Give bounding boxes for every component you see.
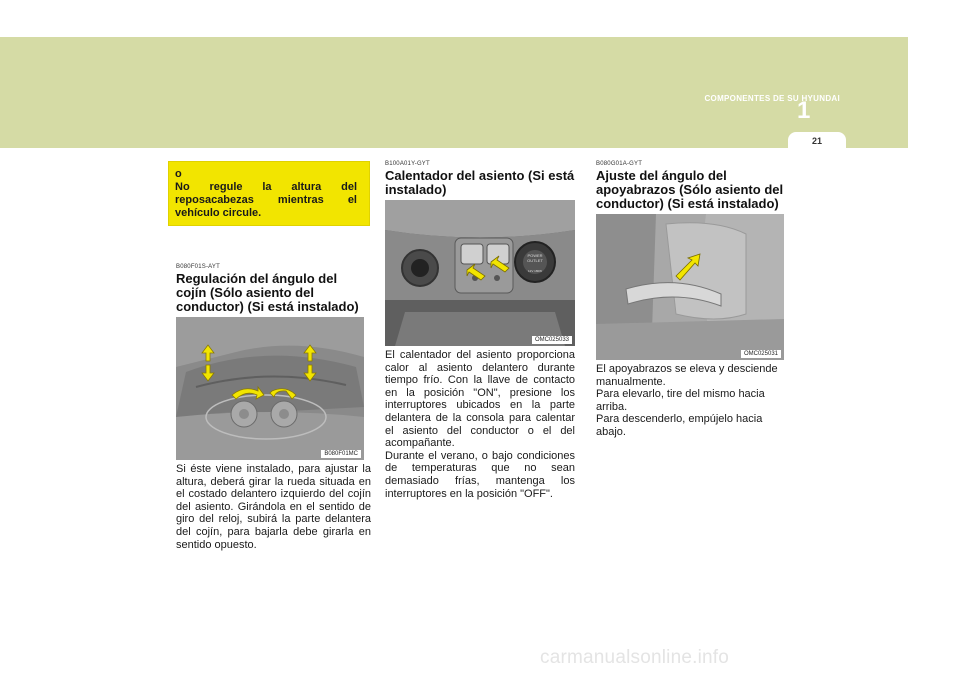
seat-heater-illustration bbox=[385, 200, 575, 346]
figure-label: OMC025031 bbox=[741, 350, 781, 358]
figure-seat-heater bbox=[385, 200, 575, 346]
warning-bullet: o bbox=[175, 168, 182, 180]
body-paragraph: Para descenderlo, empújelo hacia abajo. bbox=[596, 413, 763, 438]
seat-cushion-illustration bbox=[176, 317, 364, 460]
outlet-label: OUTLET bbox=[527, 258, 543, 263]
warning-box bbox=[168, 161, 370, 226]
header-band bbox=[0, 37, 908, 148]
section-code: B080G01A-GYT bbox=[596, 161, 643, 167]
page-tab bbox=[788, 132, 846, 148]
body-paragraph: Durante el verano, o bajo condiciones de temperaturas que no sean demasiado frías, mantenga los interruptores en la posición "OFF". bbox=[385, 449, 575, 500]
section-body bbox=[385, 349, 575, 500]
figure-seat-cushion bbox=[176, 317, 364, 460]
section-code: B100A01Y-GYT bbox=[385, 161, 430, 167]
chapter-title: COMPONENTES DE SU HYUNDAI bbox=[704, 94, 840, 103]
page-number: 21 bbox=[811, 136, 822, 146]
section-title: Calentador del asiento (Si está instalado) bbox=[385, 168, 575, 197]
section-body bbox=[176, 463, 371, 551]
body-paragraph: Si éste viene instalado, para ajustar la altura, deberá girar la rueda situada en el costado delantero izquierdo del cojín del asiento. Girándola en el sentido de giro del reloj, subirá la parte delantera del cojín, para bajarla debe girarla en sentido opuesto. bbox=[176, 463, 371, 551]
body-paragraph: El apoyabrazos se eleva y desciende manualmente. bbox=[596, 363, 778, 388]
section-title: Ajuste del ángulo del apoyabrazos (Sólo asiento del conductor) (Si está instalado) bbox=[596, 168, 784, 211]
figure-label: B080F01MC bbox=[321, 450, 361, 458]
armrest-illustration bbox=[596, 214, 784, 360]
section-title: Regulación del ángulo del cojín (Sólo asiento del conductor) (Si está instalado) bbox=[176, 271, 359, 314]
body-paragraph: El calentador del asiento proporciona calor al asiento delantero durante tiempo frío. Con la llave de contacto en la posición "ON", presione los interruptores ubicados en la parte delantera de la consola para calentar el asiento del conductor o el del acompañante. bbox=[385, 349, 575, 450]
column-left bbox=[168, 161, 370, 551]
body-paragraph: Para elevarlo, tire del mismo hacia arriba. bbox=[596, 388, 765, 413]
warning-text: No regule la altura del reposacabezas mientras el vehículo circule. bbox=[175, 181, 357, 219]
column-right bbox=[596, 161, 786, 439]
figure-armrest bbox=[596, 214, 784, 360]
watermark: carmanualsonline.info bbox=[540, 647, 730, 668]
chapter-number: 1 bbox=[797, 97, 811, 124]
figure-label: OMC025033 bbox=[532, 336, 572, 344]
outlet-rating: 12V 180W bbox=[527, 269, 543, 273]
section-body bbox=[596, 363, 786, 439]
section-cushion bbox=[176, 264, 371, 551]
section-code: B080F01S-AYT bbox=[176, 264, 220, 270]
outlet-label: POWER bbox=[527, 253, 543, 258]
column-middle bbox=[385, 161, 575, 500]
